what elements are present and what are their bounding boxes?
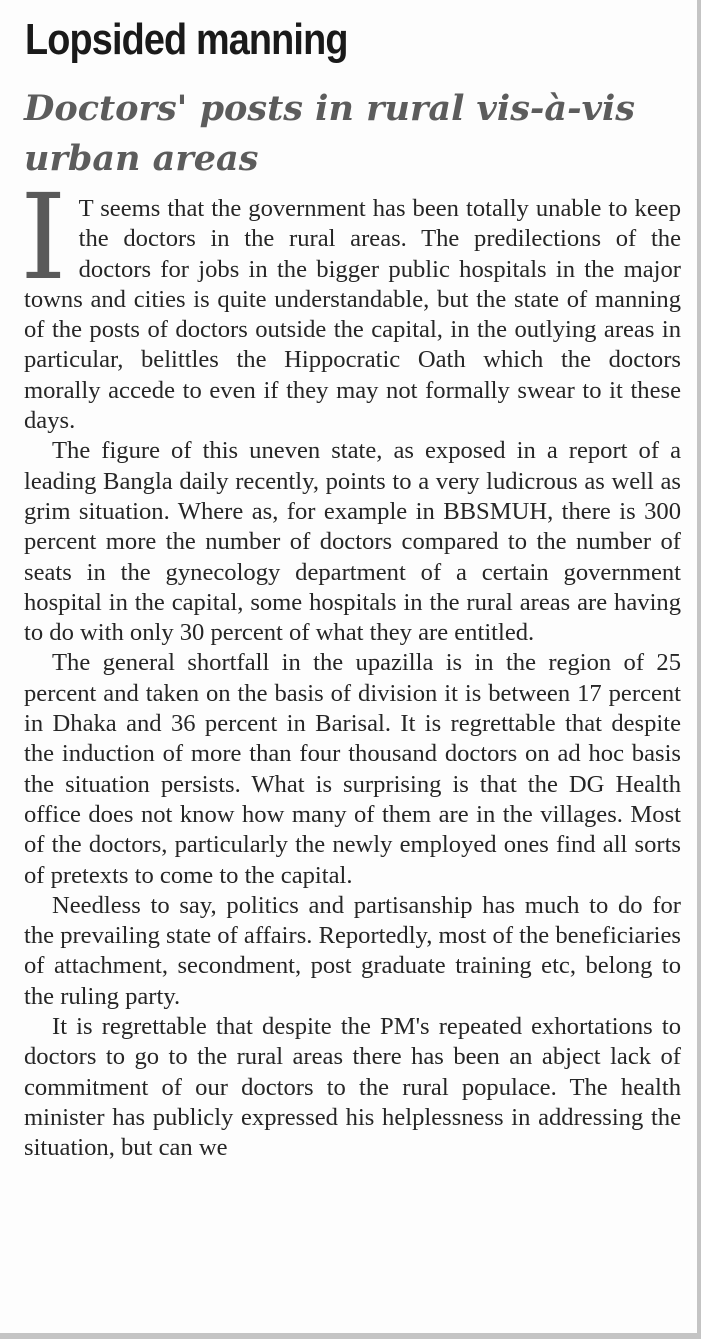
paragraph-1-text: T seems that the government has been totally unable to keep the doctors in the rural areas. The predilections of the doctors for jobs in the bigger public hospitals in the major towns and cities is quite understandable, but the state of manning of the posts of doctors outside the capital, in the outlying areas in particular, belittles the Hippocratic Oath which the doctors morally accede to even if they may not formally swear to it these days. bbox=[24, 195, 681, 435]
paragraph-2: The figure of this uneven state, as exposed in a report of a leading Bangla daily recently, points to a very ludicrous as well as grim situation. Where as, for example in BBSMUH, there is 300 percent more the number of doctors compared to the number of seats in the gynecology department of a certain government hospital in the capital, some hospitals in the rural areas are having to do with only 30 percent of what they are entitled. bbox=[24, 437, 681, 647]
subheadline-line-1: Doctors' posts in rural vis-à-vis bbox=[24, 88, 635, 129]
paragraph-3: The general shortfall in the upazilla is in the region of 25 percent and taken on the basis of division it is between 17 percent in Dhaka and 36 percent in Barisal. It is regrettable that despite the induction of more than four thousand doctors on ad hoc basis the situation persists. What is surprising is that the DG Health office does not know how many of them are in the villages. Most of the doctors, particularly the newly employed ones find all sorts of pretexts to come to the capital. bbox=[24, 649, 681, 889]
paragraph-1 bbox=[20, 168, 681, 436]
paragraph-5: It is regrettable that despite the PM's repeated exhortations to doctors to go to the rural areas there has been an abject lack of commitment of our doctors to the rural populace. The health minister has publicly expressed his helplessness in addressing the situation, but can we bbox=[24, 1013, 681, 1162]
headline: Lopsided manning bbox=[25, 15, 348, 64]
paragraph-4: Needless to say, politics and partisanship has much to do for the prevailing state of affairs. Reportedly, most of the beneficiaries of attachment, secondment, post graduate training etc, belong to the ruling party. bbox=[24, 891, 681, 1010]
subheadline bbox=[24, 84, 664, 184]
subheadline-line-2: urban areas bbox=[24, 138, 259, 179]
article-body bbox=[20, 168, 681, 1164]
drop-cap: I bbox=[20, 168, 67, 306]
